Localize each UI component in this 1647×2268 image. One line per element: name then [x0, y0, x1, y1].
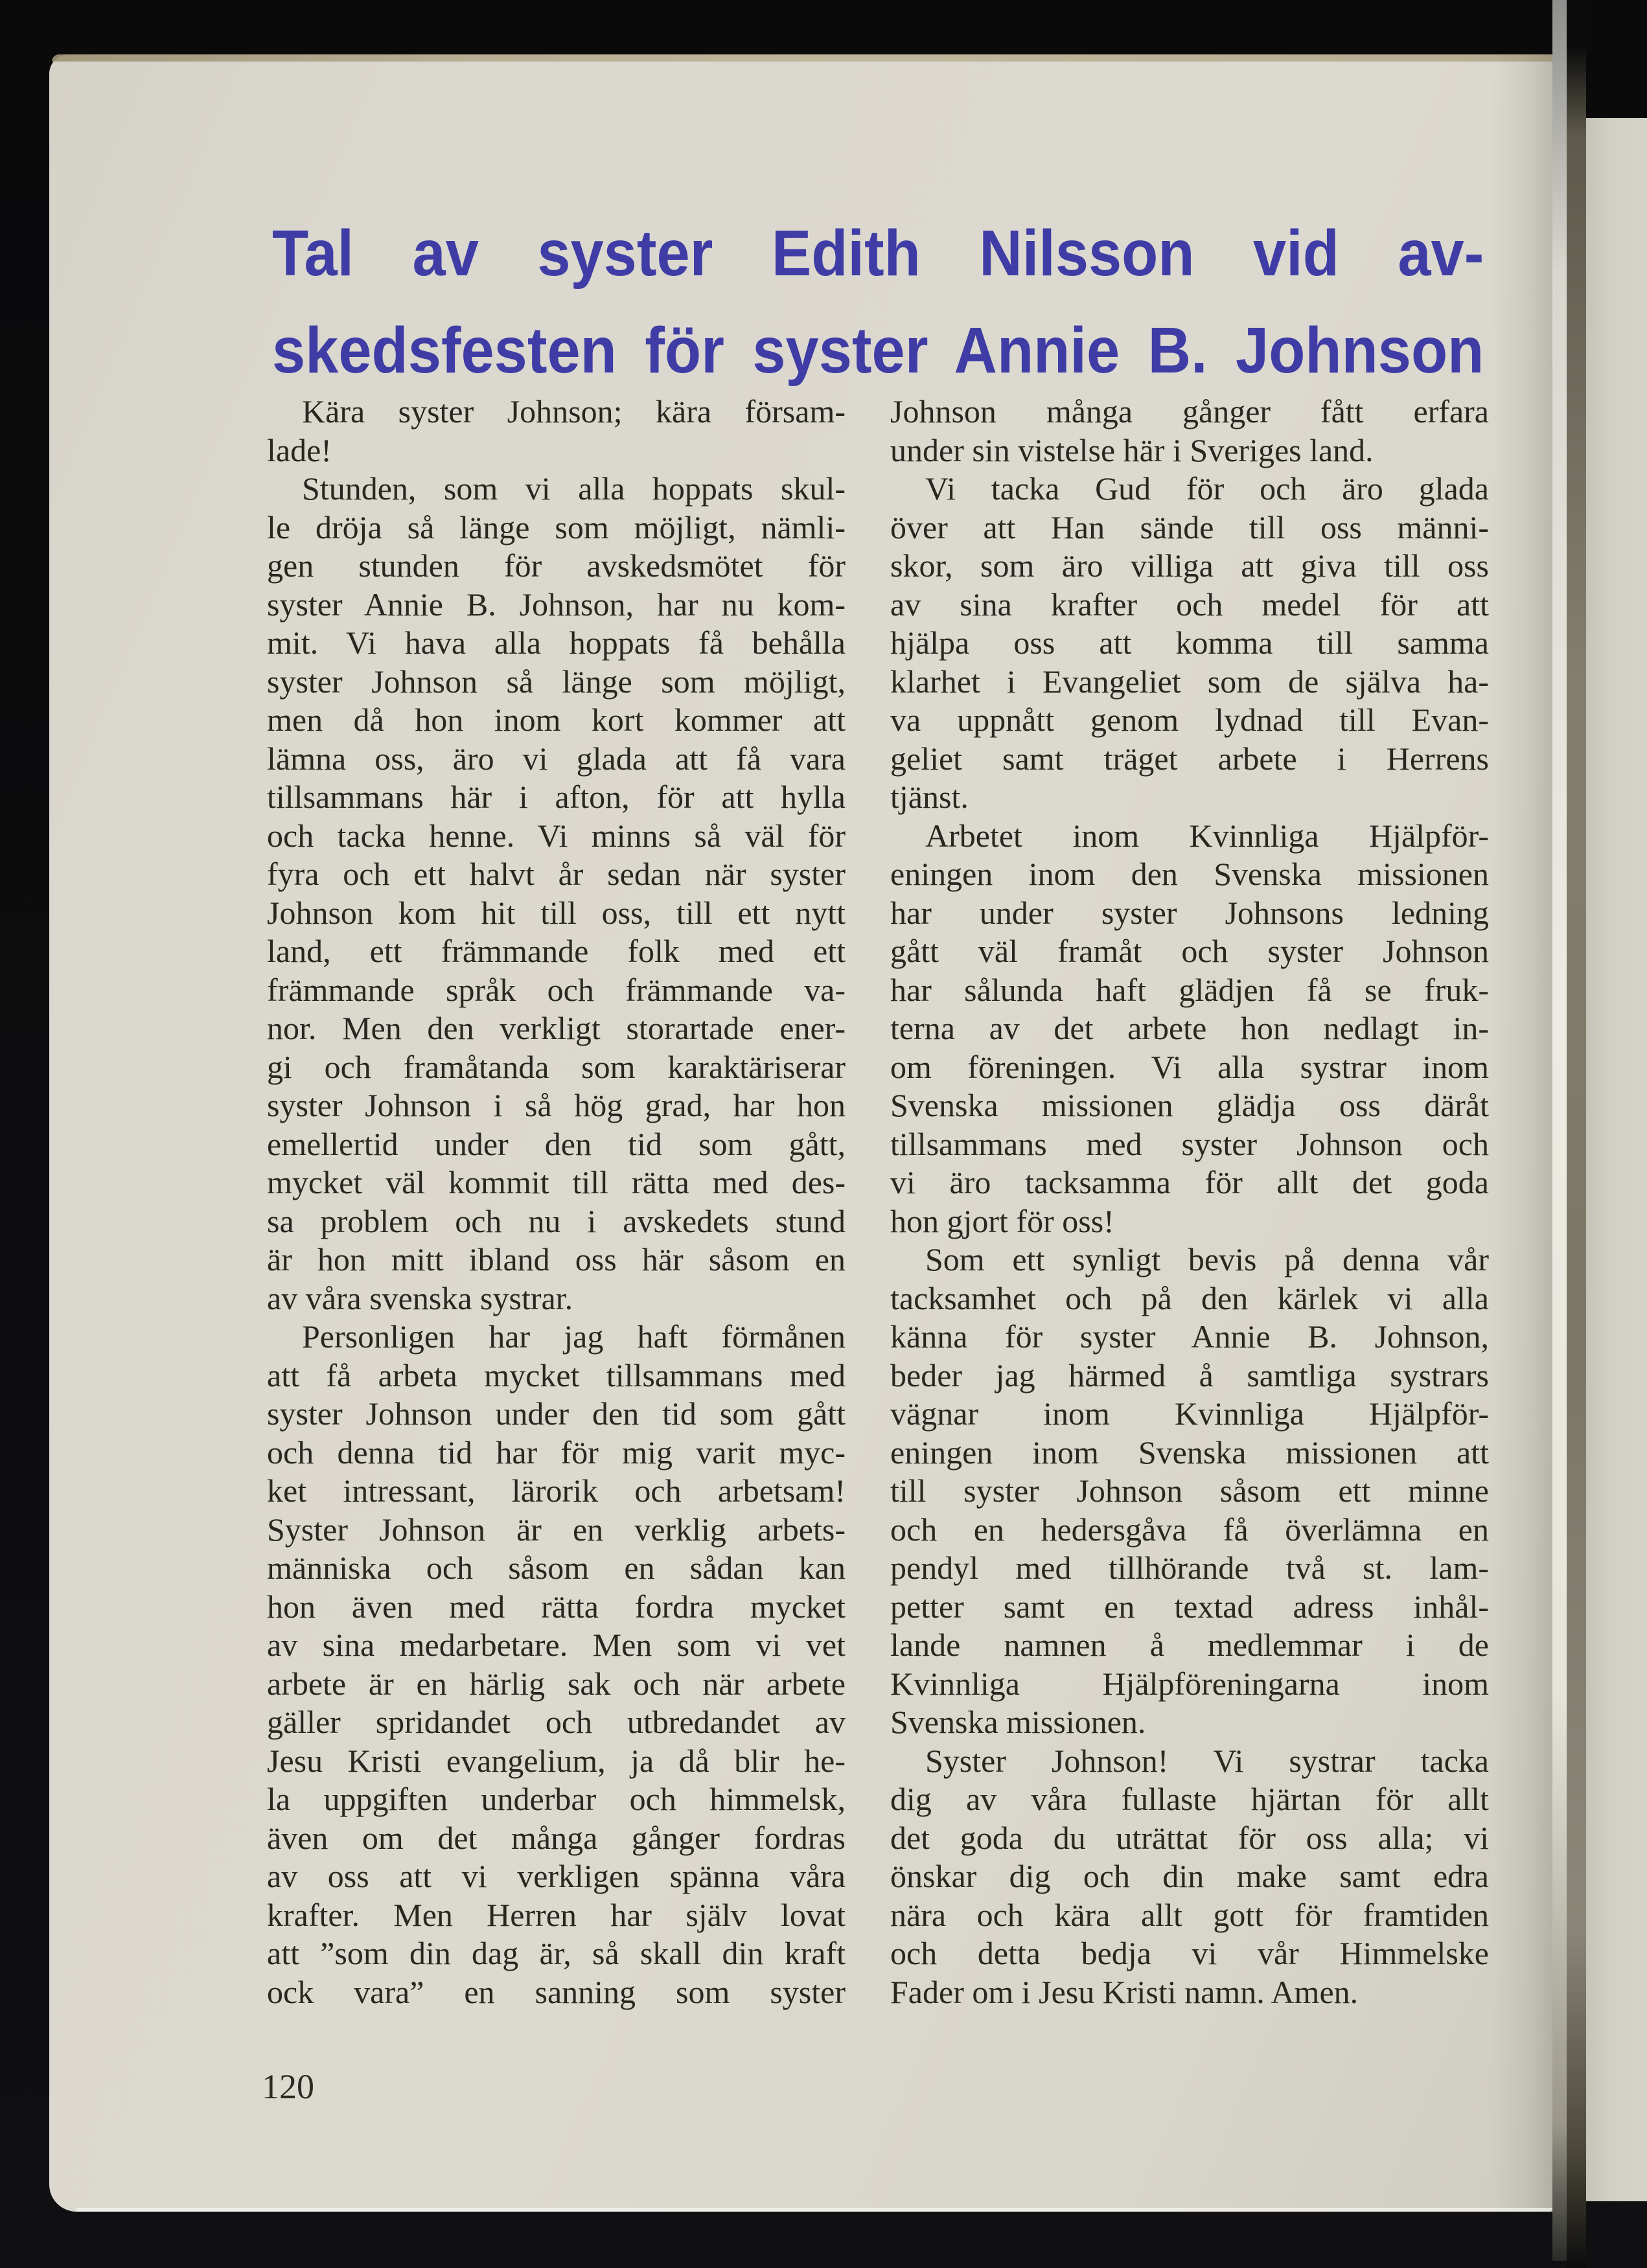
text-line: Syster Johnson! Vi systrar tacka	[925, 1742, 1489, 1779]
text-line: le dröja så länge som möjligt, nämli-	[267, 509, 846, 545]
text-line: gått väl framåt och syster Johnson	[890, 933, 1489, 969]
text-line: hon även med rätta fordra mycket	[267, 1588, 846, 1625]
text-line: och tacka henne. Vi minns så väl för	[267, 817, 846, 854]
text-line: tacksamhet och på den kärlek vi alla	[890, 1279, 1489, 1316]
text-line: geliet samt träget arbete i Herrens	[890, 740, 1489, 777]
text-column-right	[890, 393, 1489, 2011]
page-curl-shadow	[1491, 54, 1552, 2212]
text-line: har sålunda haft glädjen få se fruk-	[890, 971, 1489, 1008]
text-line: ock vara” en sanning som syster	[267, 1973, 846, 2010]
text-line: lande namnen å medlemmar i de	[890, 1627, 1489, 1663]
text-column-left	[267, 393, 846, 2011]
text-line: Tal av syster Edith Nilsson vid av-	[272, 217, 1484, 290]
text-line: syster Johnson så länge som möjligt,	[267, 663, 846, 700]
text-line: nor. Men den verkligt storartade ener-	[267, 1010, 846, 1046]
text-line: av oss att vi verkligen spänna våra	[267, 1858, 846, 1894]
text-line: mycket väl kommit till rätta med des-	[267, 1164, 846, 1200]
text-line: emellertid under den tid som gått,	[267, 1125, 846, 1162]
text-line: syster Annie B. Johnson, har nu kom-	[267, 586, 846, 623]
text-line: Jesu Kristi evangelium, ja då blir he-	[267, 1742, 846, 1779]
text-line: av sina medarbetare. Men som vi vet	[267, 1627, 846, 1663]
text-line: människa och såsom en sådan kan	[267, 1550, 846, 1586]
text-line: vi äro tacksamma för allt det goda	[890, 1164, 1489, 1200]
text-line: hjälpa oss att komma till samma	[890, 624, 1489, 661]
article-title	[272, 205, 1484, 399]
text-line: nära och kära allt gott för framtiden	[890, 1896, 1489, 1933]
text-line: Fader om i Jesu Kristi namn. Amen.	[890, 1973, 1359, 2010]
text-line: ket intressant, lärorik och arbetsam!	[267, 1472, 846, 1509]
text-line: gäller spridandet och utbredandet av	[267, 1704, 846, 1740]
book-gutter	[1567, 0, 1586, 2268]
text-line: eningen inom den Svenska missionen	[890, 856, 1489, 892]
text-line: la uppgiften underbar och himmelsk,	[267, 1781, 846, 1817]
text-line: och en hedersgåva få överlämna en	[890, 1511, 1489, 1548]
text-line: sa problem och nu i avskedets stund	[267, 1202, 846, 1239]
text-line: skedsfesten för syster Annie B. Johnson	[272, 314, 1484, 387]
text-line: arbete är en härlig sak och när arbete	[267, 1665, 846, 1702]
text-line: va uppnått genom lydnad till Evan-	[890, 702, 1489, 738]
text-line: över att Han sände till oss männi-	[890, 509, 1489, 545]
text-line: Arbetet inom Kvinnliga Hjälpför-	[925, 817, 1489, 854]
text-line: Svenska missionen.	[890, 1704, 1146, 1740]
text-line: tillsammans här i afton, för att hylla	[267, 779, 846, 815]
text-line: Kära syster Johnson; kära försam-	[302, 393, 846, 430]
text-line: men då hon inom kort kommer att	[267, 702, 846, 738]
text-line: att få arbeta mycket tillsammans med	[267, 1357, 846, 1393]
page-number: 120	[262, 2067, 314, 2106]
text-line: är hon mitt ibland oss här såsom en	[267, 1241, 846, 1277]
text-line: syster Johnson i så hög grad, har hon	[267, 1087, 846, 1123]
text-line: mit. Vi hava alla hoppats få behålla	[267, 624, 846, 661]
text-line: krafter. Men Herren har själv lovat	[267, 1896, 846, 1933]
text-line: har under syster Johnsons ledning	[890, 894, 1489, 931]
text-line: beder jag härmed å samtliga systrars	[890, 1357, 1489, 1393]
text-line: av sina krafter och medel för att	[890, 586, 1489, 623]
text-line: vägnar inom Kvinnliga Hjälpför-	[890, 1395, 1489, 1432]
text-line: tjänst.	[890, 779, 969, 815]
text-line: Syster Johnson är en verklig arbets-	[267, 1511, 846, 1548]
text-line: och denna tid har för mig varit myc-	[267, 1434, 846, 1471]
adjacent-page-edge	[1586, 118, 1647, 2201]
text-line: syster Johnson under den tid som gått	[267, 1395, 846, 1432]
text-line: terna av det arbete hon nedlagt in-	[890, 1010, 1489, 1046]
page-edge-highlight	[1552, 0, 1567, 2261]
text-line: även om det många gånger fordras	[267, 1819, 846, 1856]
text-line: Som ett synligt bevis på denna vår	[925, 1241, 1489, 1277]
text-line: lade!	[267, 431, 332, 468]
text-line: eningen inom Svenska missionen att	[890, 1434, 1489, 1471]
text-line: Personligen har jag haft förmånen	[302, 1318, 846, 1355]
text-line: under sin vistelse här i Sveriges land.	[890, 431, 1374, 468]
text-line: skor, som äro villiga att giva till oss	[890, 547, 1489, 584]
text-line: pendyl med tillhörande två st. lam-	[890, 1550, 1489, 1586]
text-line: land, ett främmande folk med ett	[267, 933, 846, 969]
text-line: önskar dig och din make samt edra	[890, 1858, 1489, 1894]
text-line: att ”som din dag är, så skall din kraft	[267, 1935, 846, 1971]
text-line: gi och framåtanda som karaktäriserar	[267, 1048, 846, 1085]
text-line: tillsammans med syster Johnson och	[890, 1125, 1489, 1162]
text-line: Johnson många gånger fått erfara	[890, 393, 1489, 430]
text-line: främmande språk och främmande va-	[267, 971, 846, 1008]
text-line: av våra svenska systrar.	[267, 1279, 573, 1316]
text-line: det goda du uträttat för oss alla; vi	[890, 1819, 1489, 1856]
text-line: Svenska missionen glädja oss däråt	[890, 1087, 1489, 1123]
text-line: lämna oss, äro vi glada att få vara	[267, 740, 846, 777]
text-line: känna för syster Annie B. Johnson,	[890, 1318, 1489, 1355]
text-line: till syster Johnson såsom ett minne	[890, 1472, 1489, 1509]
text-line: klarhet i Evangeliet som de själva ha-	[890, 663, 1489, 700]
text-line: Vi tacka Gud för och äro glada	[925, 470, 1489, 507]
text-line: och detta bedja vi vår Himmelske	[890, 1935, 1489, 1971]
text-line: gen stunden för avskedsmötet för	[267, 547, 846, 584]
text-line: fyra och ett halvt år sedan när syster	[267, 856, 846, 892]
text-line: petter samt en textad adress inhål-	[890, 1588, 1489, 1625]
text-line: hon gjort för oss!	[890, 1202, 1114, 1239]
text-line: Stunden, som vi alla hoppats skul-	[302, 470, 846, 507]
text-line: Johnson kom hit till oss, till ett nytt	[267, 894, 846, 931]
text-line: dig av våra fullaste hjärtan för allt	[890, 1781, 1489, 1817]
text-line: Kvinnliga Hjälpföreningarna inom	[890, 1665, 1489, 1702]
text-line: om föreningen. Vi alla systrar inom	[890, 1048, 1489, 1085]
